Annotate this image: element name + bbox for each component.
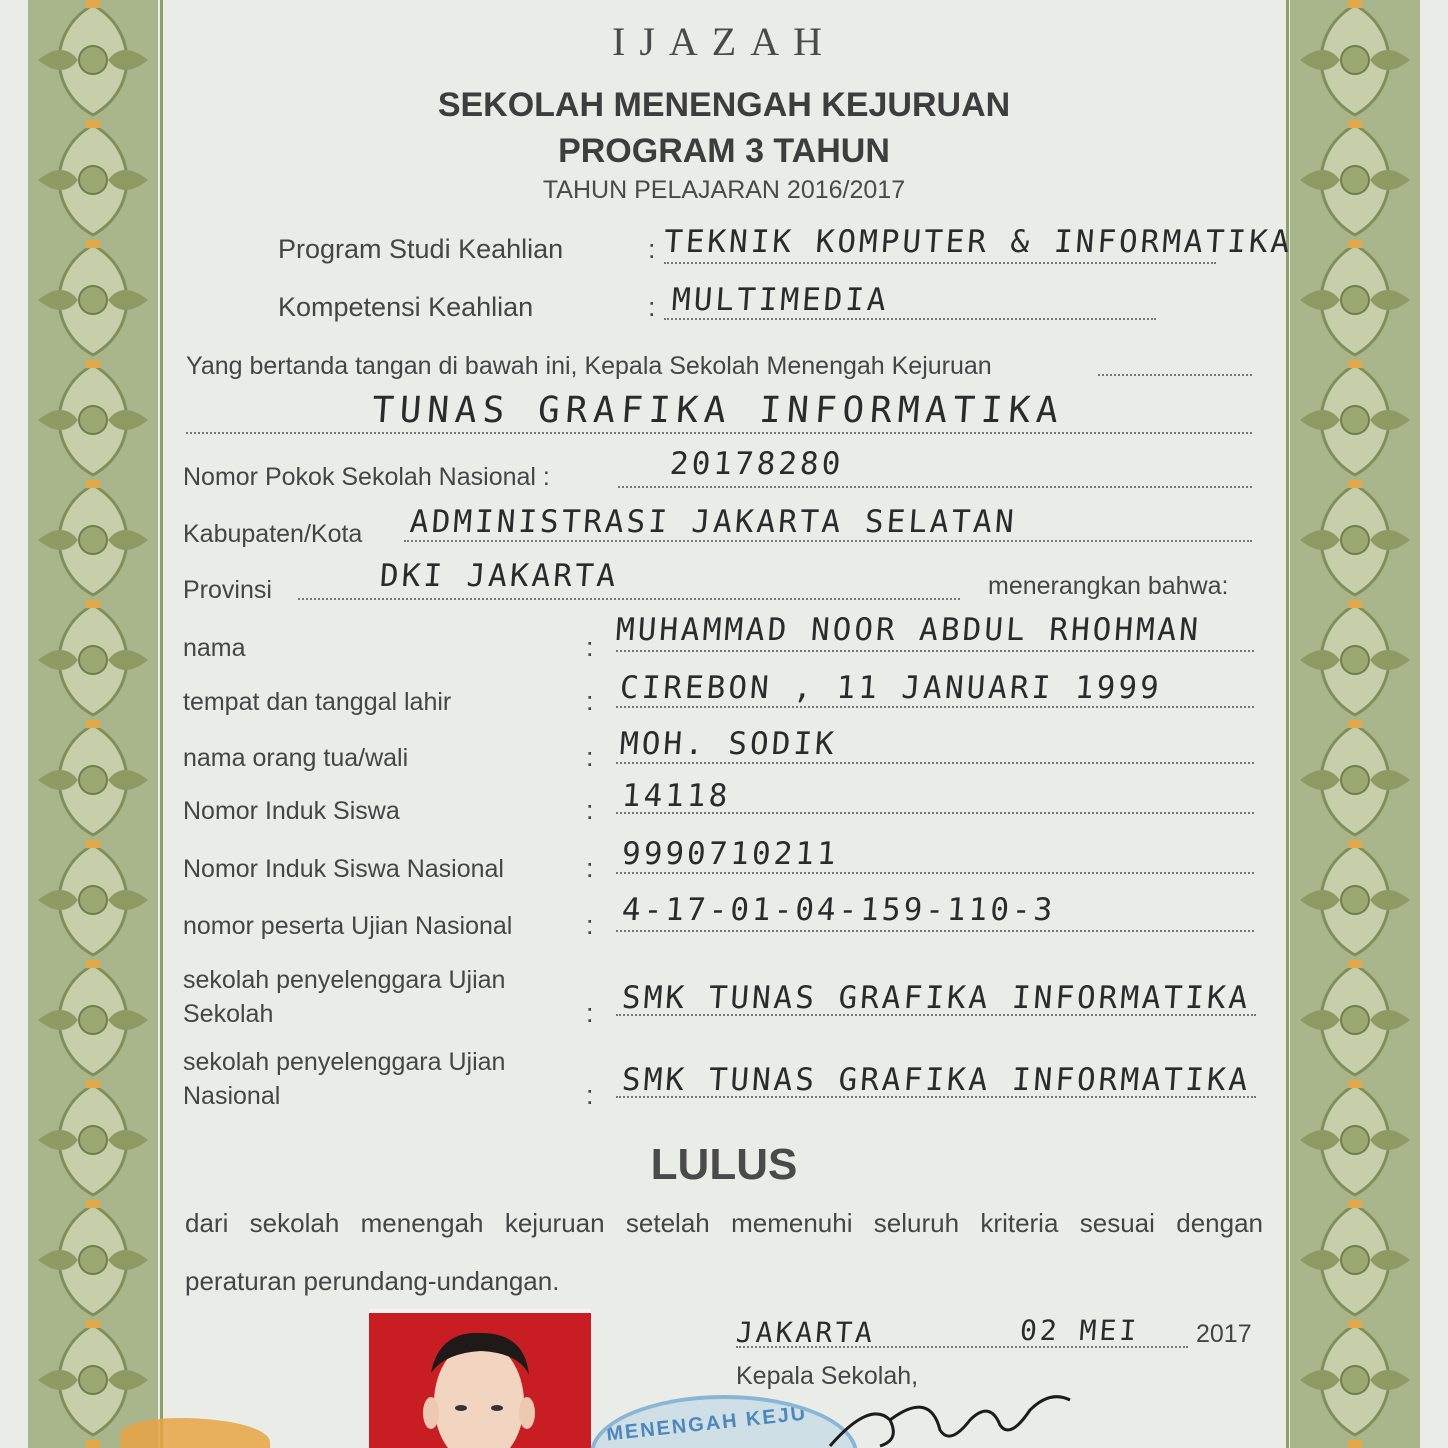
nama-value: MUHAMMAD NOOR ABDUL RHOHMAN xyxy=(614,612,1203,648)
nama-label: nama xyxy=(183,634,246,662)
ttl-label: tempat dan tanggal lahir xyxy=(183,688,452,716)
ujian-sekolah-value: SMK TUNAS GRAFIKA INFORMATIKA xyxy=(620,980,1252,1016)
student-photo xyxy=(369,1309,591,1448)
school-type-heading: SEKOLAH MENENGAH KEJURUAN xyxy=(437,86,1011,124)
colon: : xyxy=(648,234,656,264)
ujian-sekolah-label-line1: sekolah penyelenggara Ujian xyxy=(183,966,506,994)
dotted-line xyxy=(616,762,1254,764)
colon: : xyxy=(586,998,594,1028)
colon: : xyxy=(586,795,594,825)
dotted-line xyxy=(1098,374,1252,376)
nisn-value: 9990710211 xyxy=(620,836,840,872)
ujian-nasional-label-line2: Nasional xyxy=(183,1082,281,1110)
kabupaten-label: Kabupaten/Kota xyxy=(183,520,363,548)
program-studi-label: Program Studi Keahlian xyxy=(278,234,564,264)
no-peserta-value: 4-17-01-04-159-110-3 xyxy=(620,892,1057,928)
dotted-line xyxy=(616,650,1254,652)
ttl-value: CIREBON , 11 JANUARI 1999 xyxy=(618,670,1163,706)
statement-line-2: peraturan perundang-undangan. xyxy=(185,1266,560,1296)
colon: : xyxy=(586,686,594,716)
signature-city: JAKARTA xyxy=(734,1316,877,1349)
colon: : xyxy=(586,742,594,772)
ujian-sekolah-label-line2: Sekolah xyxy=(183,1000,274,1028)
dotted-line xyxy=(664,318,1156,320)
orang-tua-value: MOH. SODIK xyxy=(618,726,838,762)
school-name: TUNAS GRAFIKA INFORMATIKA xyxy=(370,390,1066,431)
provinsi-label: Provinsi xyxy=(183,576,272,604)
nis-label: Nomor Induk Siswa xyxy=(183,797,400,825)
signature-date: 02 MEI xyxy=(1018,1314,1141,1347)
intro-text: Yang bertanda tangan di bawah ini, Kepala Sekolah Menengah Kejuruan xyxy=(186,352,992,380)
colon: : xyxy=(586,632,594,662)
right-border-line xyxy=(1286,0,1289,1448)
kompetensi-label: Kompetensi Keahlian xyxy=(278,292,534,322)
dotted-line xyxy=(404,540,1252,542)
dotted-line xyxy=(186,432,1252,434)
ujian-nasional-label-line1: sekolah penyelenggara Ujian xyxy=(183,1048,506,1076)
left-border-line xyxy=(160,0,163,1448)
statement-line-1: dari sekolah menengah kejuruan setelah memenuhi seluruh kriteria sesuai dengan xyxy=(185,1208,1263,1238)
dotted-line xyxy=(616,930,1254,932)
dotted-line xyxy=(298,598,960,600)
dotted-line xyxy=(616,706,1254,708)
dotted-line xyxy=(618,486,1252,488)
signature-title: Kepala Sekolah, xyxy=(736,1362,919,1390)
menerangkan-text: menerangkan bahwa: xyxy=(988,572,1229,600)
signature-year: 2017 xyxy=(1196,1320,1252,1348)
document-title: IJAZAH xyxy=(612,19,836,64)
nisn-label: Nomor Induk Siswa Nasional xyxy=(183,855,504,883)
orang-tua-label: nama orang tua/wali xyxy=(183,744,409,772)
handwritten-signature xyxy=(810,1380,1110,1448)
academic-year: TAHUN PELAJARAN 2016/2017 xyxy=(542,176,906,204)
colon: : xyxy=(586,1080,594,1110)
ujian-nasional-value: SMK TUNAS GRAFIKA INFORMATIKA xyxy=(620,1062,1252,1098)
program-heading: PROGRAM 3 TAHUN xyxy=(558,132,890,170)
nis-value: 14118 xyxy=(620,778,732,814)
npsn-label: Nomor Pokok Sekolah Nasional : xyxy=(183,463,550,491)
kompetensi-value: MULTIMEDIA xyxy=(670,282,890,318)
program-studi-value: TEKNIK KOMPUTER & INFORMATIKA xyxy=(662,224,1294,260)
left-ornamental-border xyxy=(28,0,158,1448)
npsn-value: 20178280 xyxy=(668,446,845,482)
dotted-line xyxy=(664,262,1216,264)
no-peserta-label: nomor peserta Ujian Nasional xyxy=(183,912,513,940)
decorative-orange-mark xyxy=(120,1418,270,1448)
stamp-text: MENENGAH KEJU xyxy=(605,1402,809,1446)
colon: : xyxy=(648,292,656,322)
colon: : xyxy=(586,910,594,940)
colon: : xyxy=(586,853,594,883)
provinsi-value: DKI JAKARTA xyxy=(378,558,620,594)
result-lulus: LULUS xyxy=(650,1140,798,1189)
kabupaten-value: ADMINISTRASI JAKARTA SELATAN xyxy=(408,504,1018,540)
dotted-line xyxy=(616,872,1254,874)
right-ornamental-border xyxy=(1290,0,1420,1448)
